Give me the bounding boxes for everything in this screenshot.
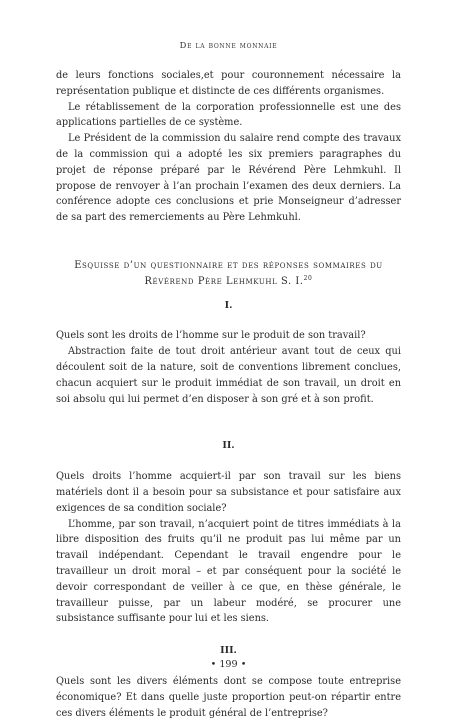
paragraph: Le Président de la commission du salaire rend compte des travaux de la commission qui a adopté les six premiers paragraphes du projet de réponse préparé par le Révérend Père Lehmkuhl. Il propose de renvoyer à l’an prochain l’examen des deux derniers. La conférence adopte ces conclusions et prie Monseigneur d’adresser de sa part des remerciements au Père Lehmkuhl. bbox=[56, 133, 401, 224]
question: Quels sont les droits de l’homme sur le produit de son travail? bbox=[56, 330, 366, 342]
answer: Abstraction faite de tout droit antérieur avant tout de ceux qui découlent soit de la nature, soit de conventions librement conclues, chacun acquiert sur le produit immédiat de son travail, un droit en soi absolu qui lui permet d’en disposer à son gré et à son profit. bbox=[56, 346, 401, 405]
running-head: De la bonne monnaie bbox=[179, 40, 278, 50]
section-heading bbox=[56, 258, 401, 290]
section-heading-line-2: Révérend Père Lehmkuhl S. I. bbox=[144, 275, 304, 287]
footnote-ref: 20 bbox=[303, 274, 313, 282]
section-heading-line-1: Esquisse d’un questionnaire et des réponses sommaires du bbox=[74, 259, 383, 271]
section-numeral: III. bbox=[220, 645, 237, 657]
section-numeral: I. bbox=[224, 299, 233, 311]
spacer bbox=[56, 226, 401, 258]
page-number: • 199 • bbox=[210, 659, 247, 670]
paragraph: de leurs fonctions sociales,et pour couronnement nécessaire la représentation publique et distincte de ces différents organismes. bbox=[56, 70, 401, 97]
section-numeral: II. bbox=[222, 440, 235, 452]
question: Quels sont les divers éléments dont se compose toute entreprise économique? Et dans quelle juste proportion peut-on répartir entre ces divers éléments le produit général de l’entreprise? bbox=[56, 675, 401, 719]
paragraph: Le rétablissement de la corporation professionnelle est une des applications partielles de ce système. bbox=[56, 101, 401, 129]
question: Quels droits l’homme acquiert-il par son travail sur les biens matériels dont il a besoin pour sa subsistance et pour satisfaire aux exigences de sa condition sociale? bbox=[56, 471, 401, 514]
answer: L’homme, par son travail, n’acquiert point de titres immédiats à la libre disposition des fruits qu’il ne produit pas lui même par un travail indépendant. Cependant le travail engendre pour le travailleur un droit moral – et par conséquent pour la société le devoir correspondant de veiller à ce que, en thèse générale, le travailleur puisse, par un labeur modéré, se procurer une subsistance suffisante pour lui et les siens. bbox=[56, 518, 401, 625]
page-body bbox=[56, 68, 401, 721]
